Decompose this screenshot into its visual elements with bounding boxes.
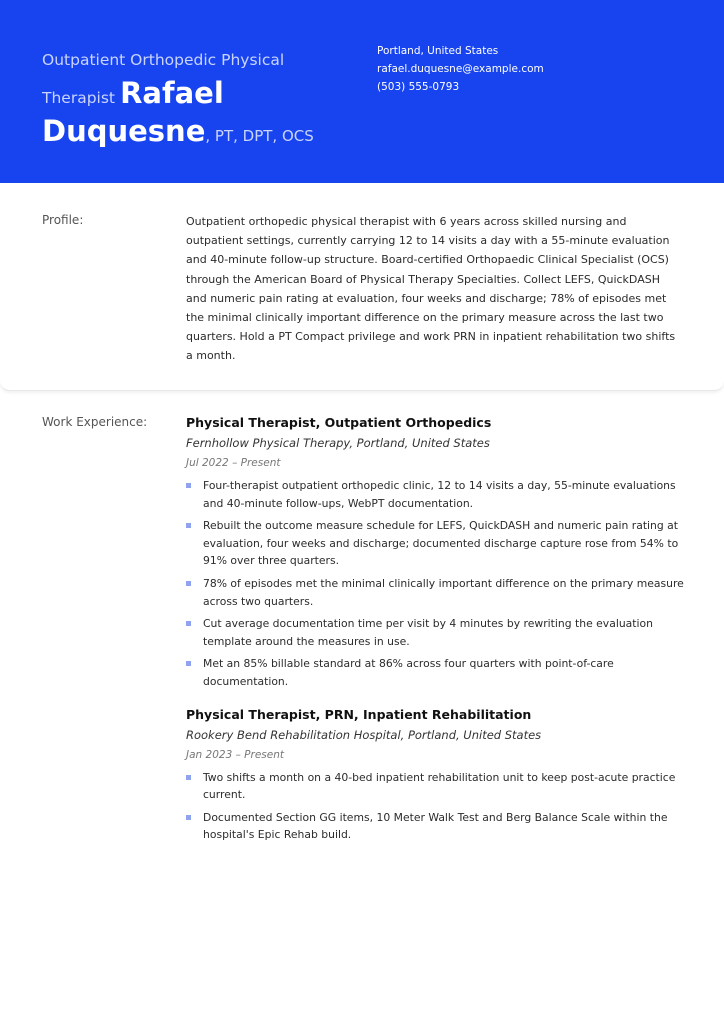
bullet-item <box>186 517 686 570</box>
bullet-item <box>186 615 686 650</box>
job-bullets <box>186 769 686 844</box>
bullet-text: Met an 85% billable standard at 86% across four quarters with point-of-care documentation. <box>203 657 614 688</box>
bullet-item <box>186 769 686 804</box>
job-list <box>186 413 686 858</box>
bullet-square-icon <box>186 581 191 586</box>
profile-label: Profile: <box>42 213 84 227</box>
job-bullets <box>186 477 686 691</box>
bullet-text: Documented Section GG items, 10 Meter Walk Test and Berg Balance Scale within the hospital's Epic Rehab build. <box>203 810 668 842</box>
bullet-text: Rebuilt the outcome measure schedule for LEFS, QuickDASH and numeric pain rating at evaluation, four weeks and discharge; documented discharge capture rose from 54% to 91% over three quarters. <box>203 519 679 568</box>
bullet-item <box>186 655 686 690</box>
job-title: Physical Therapist, Outpatient Orthopedics <box>186 415 492 430</box>
bullet-square-icon <box>186 523 191 528</box>
job-entry <box>186 705 686 844</box>
headline: Outpatient Orthopedic Physical Therapist <box>42 51 285 107</box>
bullet-text: 78% of episodes met the minimal clinically important difference on the primary measure across two quarters. <box>203 576 684 608</box>
bullet-square-icon <box>186 483 191 488</box>
bullet-square-icon <box>186 621 191 626</box>
name-first: Rafael <box>120 76 224 110</box>
credentials: , PT, DPT, OCS <box>205 127 314 145</box>
bullet-text: Cut average documentation time per visit by 4 minutes by rewriting the evaluation template around the measures in use. <box>203 617 653 648</box>
job-dates: Jul 2022 – Present <box>186 457 281 469</box>
job-company: Rookery Bend Rehabilitation Hospital, Portland, United States <box>186 727 542 742</box>
phone-number: (503) 555-0793 <box>377 81 460 93</box>
bullet-text: Four-therapist outpatient orthopedic clinic, 12 to 14 visits a day, 55-minute evaluations and 40-minute follow-ups, WebPT documentation. <box>203 479 676 510</box>
bullet-text: Two shifts a month on a 40-bed inpatient rehabilitation unit to keep post-acute practice current. <box>203 770 676 802</box>
email-link[interactable]: rafael.duquesne@example.com <box>377 63 544 75</box>
bullet-square-icon <box>186 775 191 780</box>
bullet-square-icon <box>186 815 191 820</box>
profile-text: Outpatient orthopedic physical therapist with 6 years across skilled nursing and outpatient settings, currently carrying 12 to 14 visits a day with a 55-minute evaluation and 40-minute follow-up structure. Board-certified Orthopaedic Clinical Specialist (OCS) through the American Board of Physical Therapy Specialties. Collect LEFS, QuickDASH and numeric pain rating at evaluation, four weeks and discharge; 78% of episodes met the minimal clinically important difference on the primary measure across the last two quarters. Hold a PT Compact privilege and work PRN in inpatient rehabilitation two shifts a month. <box>186 215 676 363</box>
location: Portland, United States <box>377 45 499 57</box>
resume-header <box>0 0 724 183</box>
contact-info <box>377 42 544 96</box>
job-title: Physical Therapist, PRN, Inpatient Rehabilitation <box>186 706 532 722</box>
bullet-item <box>186 477 686 512</box>
job-dates: Jan 2023 – Present <box>186 748 284 761</box>
profile-section <box>0 183 724 391</box>
name-block <box>42 44 342 148</box>
bullet-square-icon <box>186 661 191 666</box>
bullet-item <box>186 809 686 844</box>
name-last: Duquesne <box>42 114 206 148</box>
job-entry <box>186 413 686 691</box>
work-experience-label: Work Experience: <box>42 415 148 429</box>
job-company: Fernhollow Physical Therapy, Portland, United States <box>186 436 490 450</box>
bullet-item <box>186 575 686 610</box>
